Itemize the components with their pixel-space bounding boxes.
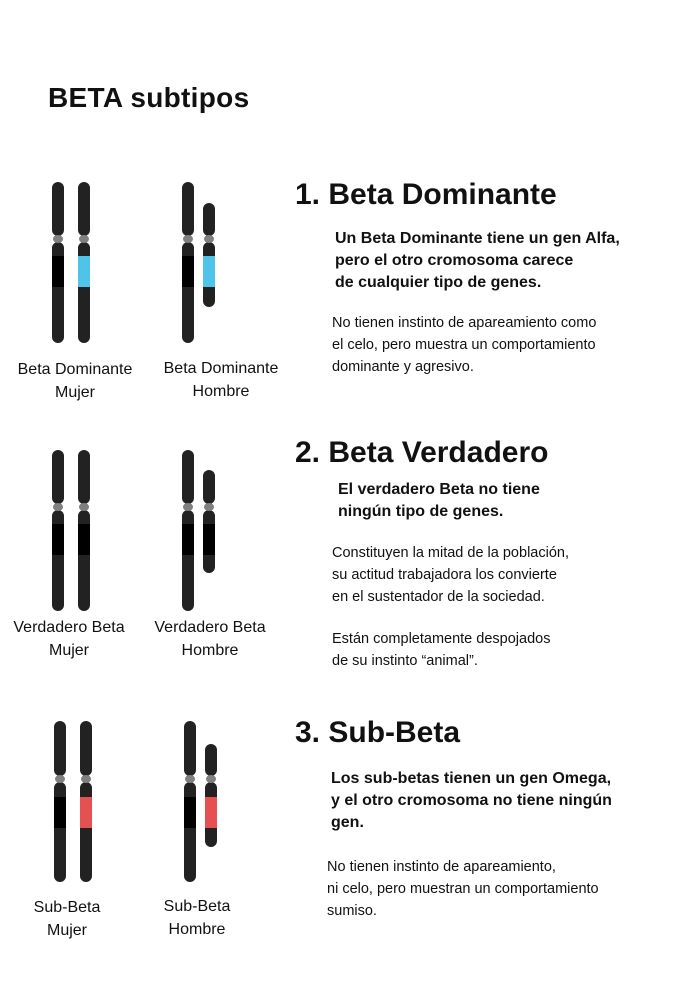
gene-band-none — [54, 797, 66, 828]
centromere — [204, 235, 214, 243]
gene-band-none — [52, 256, 64, 287]
chromosome-arm-upper — [203, 470, 215, 504]
gene-band-none — [203, 524, 215, 555]
gene-band-none — [184, 797, 196, 828]
centromere — [204, 503, 214, 511]
section-2-genetic-text: El verdadero Beta no tiene ningún tipo de genes. — [338, 481, 540, 520]
section-2-female-chromosome-2 — [78, 450, 90, 611]
centromere — [53, 503, 63, 511]
chromosome-arm-upper — [78, 450, 90, 504]
gene-band-none — [52, 524, 64, 555]
section-1-heading: 1. Beta Dominante — [295, 178, 557, 211]
section-3-male-label: Sub-Beta Hombre — [163, 898, 231, 938]
centromere — [183, 503, 193, 511]
chromosome-arm-upper — [184, 721, 196, 776]
centromere — [206, 775, 216, 783]
section-2-heading: 2. Beta Verdadero — [295, 436, 549, 469]
section-1-female-chromosome-2 — [78, 182, 90, 343]
centromere — [53, 235, 63, 243]
section-1-male-chromosome-y — [203, 203, 215, 307]
gene-band-alfa — [78, 256, 90, 287]
centromere — [183, 235, 193, 243]
gene-band-omega — [205, 797, 217, 828]
gene-band-omega — [80, 797, 92, 828]
section-2-female-label: Verdadero Beta Mujer — [13, 619, 125, 659]
chromosome-arm-upper — [182, 182, 194, 236]
centromere — [55, 775, 65, 783]
section-2-male-chromosome-x — [182, 450, 194, 611]
section-3-genetic-text: Los sub-betas tienen un gen Omega, y el otro cromosoma no tiene ningún gen. — [331, 770, 612, 831]
chromosome-arm-upper — [203, 203, 215, 236]
section-2-female-chromosome-1 — [52, 450, 64, 611]
section-3-female-chromosome-2 — [80, 721, 92, 882]
centromere — [185, 775, 195, 783]
gene-band-none — [182, 256, 194, 287]
page-title: BETA subtipos — [48, 82, 250, 113]
section-3-female-label: Sub-Beta Mujer — [33, 899, 101, 939]
section-1-female-label: Beta Dominante Mujer — [17, 361, 133, 401]
section-1-genetic-text: Un Beta Dominante tiene un gen Alfa, pero el otro cromosoma carece de cualquier tipo de genes. — [335, 230, 620, 291]
section-2-male-label: Verdadero Beta Hombre — [154, 619, 266, 659]
gene-band-none — [182, 524, 194, 555]
centromere — [79, 503, 89, 511]
section-1-male-chromosome-x — [182, 182, 194, 343]
section-3-heading: 3. Sub-Beta — [295, 716, 461, 749]
section-2-male-chromosome-y — [203, 470, 215, 573]
chromosome-arm-upper — [205, 744, 217, 776]
section-1-female-chromosome-1 — [52, 182, 64, 343]
section-3-male-chromosome-x — [184, 721, 196, 882]
section-3-male-chromosome-y — [205, 744, 217, 847]
chromosome-arm-upper — [80, 721, 92, 776]
centromere — [79, 235, 89, 243]
section-2-extra-text: Están completamente despojados de su instinto “animal”. — [332, 631, 551, 669]
gene-band-none — [78, 524, 90, 555]
section-1-behavior-text: No tienen instinto de apareamiento como el celo, pero muestra un comportamiento dominante y agresivo. — [332, 315, 597, 375]
section-1-male-label: Beta Dominante Hombre — [163, 360, 279, 400]
chromosome-arm-upper — [52, 182, 64, 236]
chromosome-arm-upper — [182, 450, 194, 504]
chromosome-arm-upper — [54, 721, 66, 776]
section-3-female-chromosome-1 — [54, 721, 66, 882]
gene-band-alfa — [203, 256, 215, 287]
chromosome-arm-upper — [78, 182, 90, 236]
section-2-behavior-text: Constituyen la mitad de la población, su actitud trabajadora los convierte en el sustentador de la sociedad. — [332, 545, 569, 605]
section-3-behavior-text: No tienen instinto de apareamiento, ni celo, pero muestran un comportamiento sumiso. — [327, 859, 599, 919]
centromere — [81, 775, 91, 783]
chromosome-arm-upper — [52, 450, 64, 504]
